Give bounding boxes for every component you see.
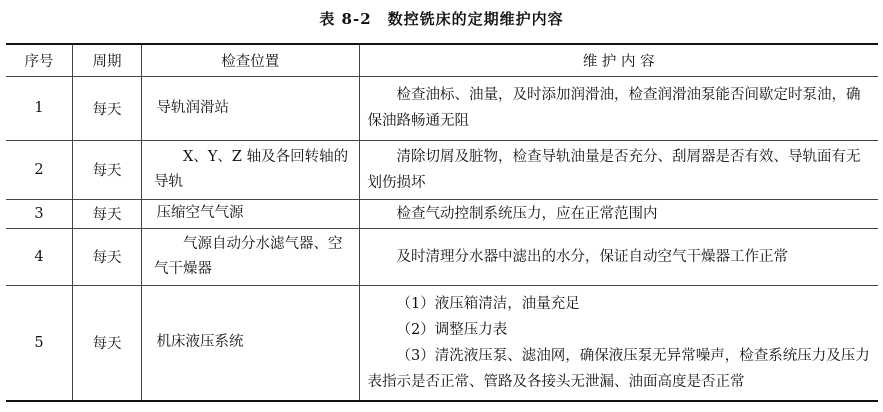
table-row [6, 285, 878, 401]
table-caption: 表 8-2 数控铣床的定期维护内容 [319, 10, 564, 28]
row-position: 机床液压系统 [142, 285, 360, 401]
row-period: 每天 [73, 228, 142, 285]
table-row [6, 140, 878, 199]
table-row [6, 199, 878, 228]
row-content [359, 285, 878, 401]
header-number: 序号 [6, 44, 73, 76]
table-row [6, 228, 878, 285]
row-position: 压缩空气气源 [142, 199, 360, 228]
table-row [6, 76, 878, 140]
row-content: 检查油标、油量，及时添加润滑油，检查润滑油泵能否间歇定时泵油，确保油路畅通无阻 [359, 76, 878, 140]
row-period: 每天 [73, 199, 142, 228]
content-list-item: （1）液压箱清洁，油量充足 [396, 295, 580, 312]
header-content: 维 护 内 容 [359, 44, 878, 76]
row-period: 每天 [73, 76, 142, 140]
content-list-item: （2）调整压力表 [396, 321, 508, 338]
row-period: 每天 [73, 140, 142, 199]
row-number: 4 [6, 228, 73, 285]
row-number: 2 [6, 140, 73, 199]
header-position: 检查位置 [142, 44, 360, 76]
row-position: 导轨润滑站 [142, 76, 360, 140]
row-number: 3 [6, 199, 73, 228]
row-position: X、Y、Z 轴及各回转轴的导轨 [142, 140, 360, 199]
row-content: 清除切屑及脏物，检查导轨油量是否充分、刮屑器是否有效、导轨面有无划伤损坏 [359, 140, 878, 199]
maintenance-table [6, 43, 878, 402]
row-position: 气源自动分水滤气器、空气干燥器 [142, 228, 360, 285]
row-period: 每天 [73, 285, 142, 401]
content-list-item: （3）清洗液压泵、滤油网，确保液压泵无异常噪声，检查系统压力及压力表指示是否正常、管路及各接头无泄漏、油面高度是否正常 [367, 347, 870, 390]
row-content: 及时清理分水器中滤出的水分，保证自动空气干燥器工作正常 [359, 228, 878, 285]
table-header-row [6, 44, 878, 76]
header-period: 周期 [73, 44, 142, 76]
row-content: 检查气动控制系统压力，应在正常范围内 [359, 199, 878, 228]
row-number: 1 [6, 76, 73, 140]
row-number: 5 [6, 285, 73, 401]
